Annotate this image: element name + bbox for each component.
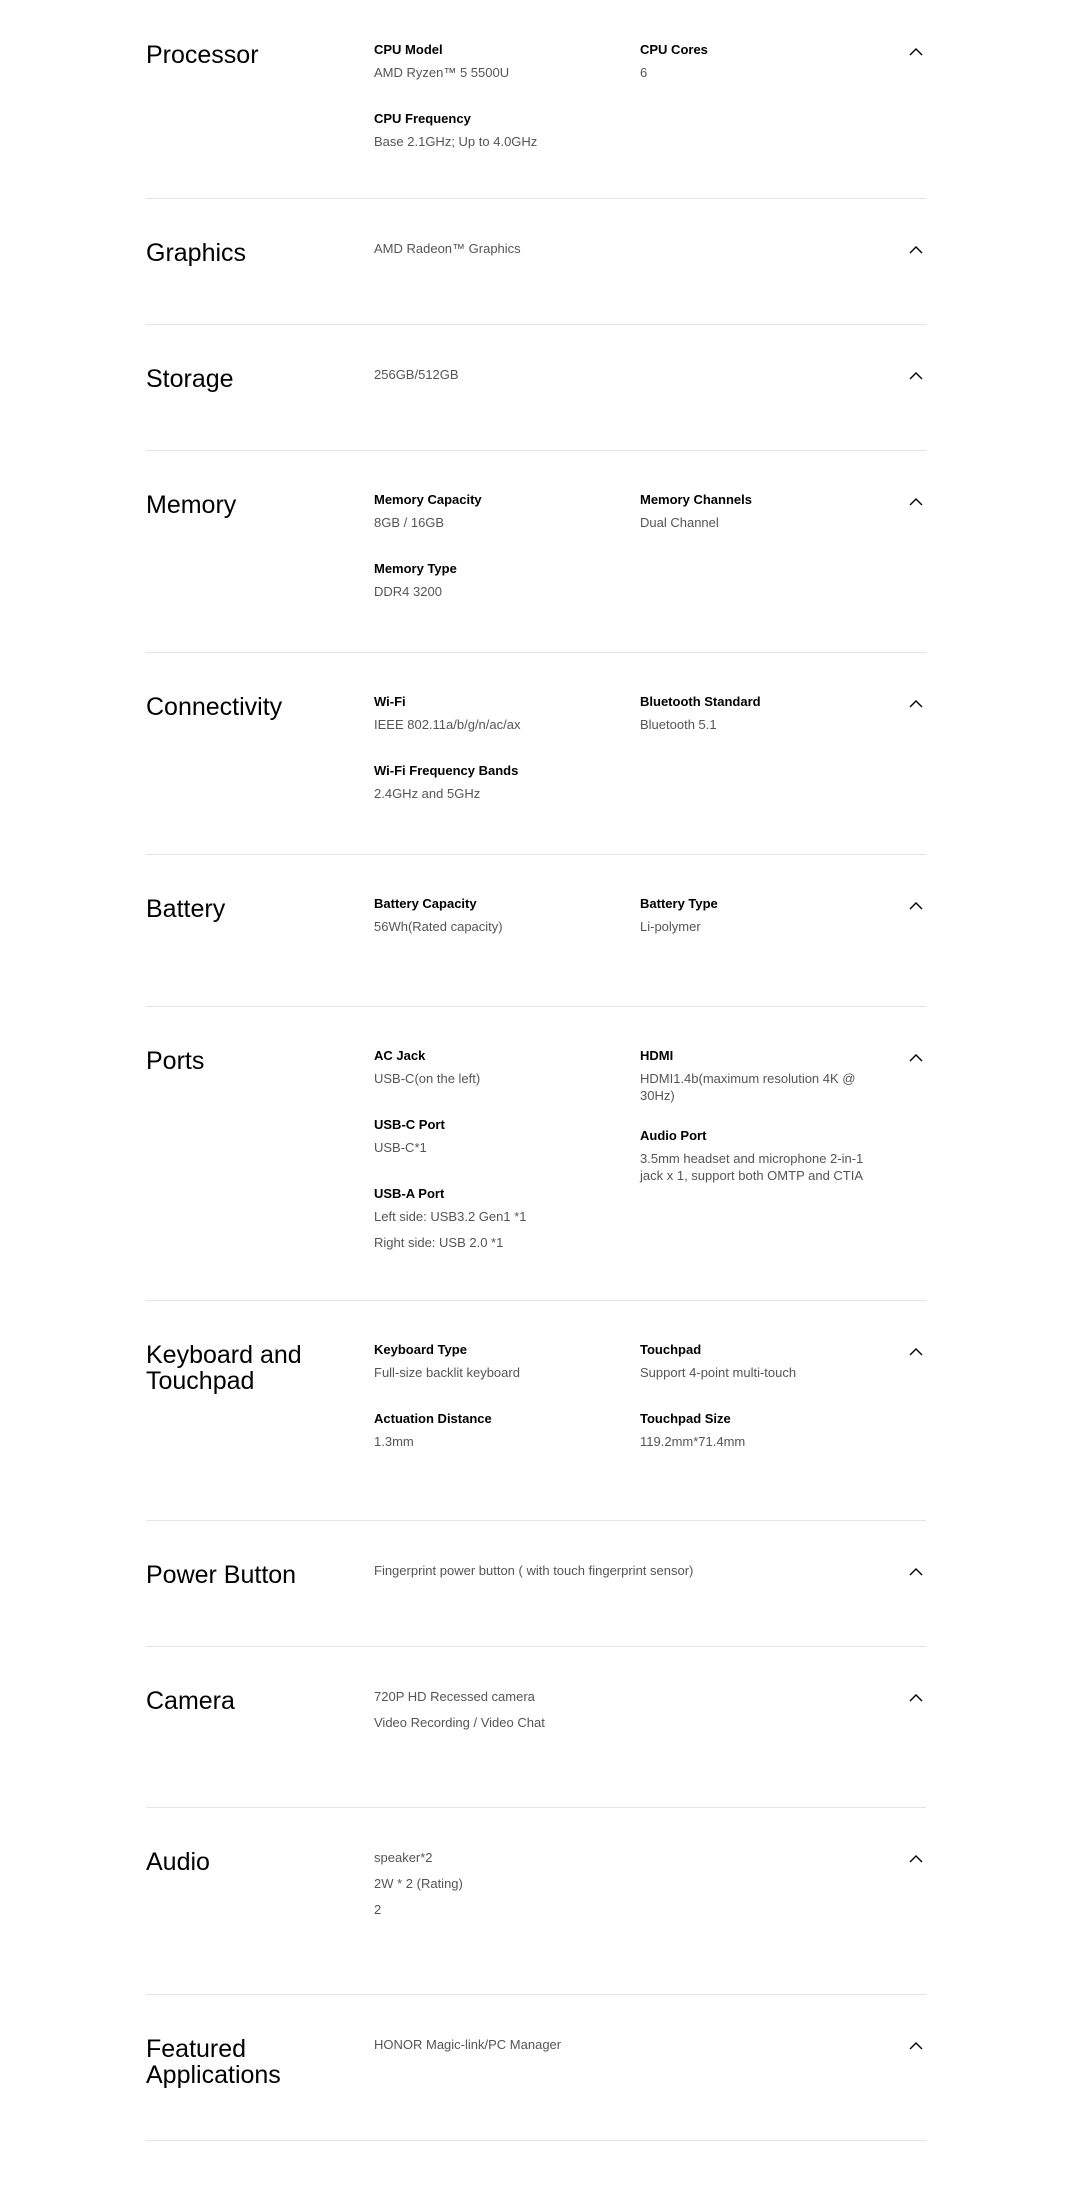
spec-item: [374, 1117, 624, 1156]
spec-value: USB-C*1: [374, 1140, 427, 1155]
collapse-toggle-button[interactable]: [906, 1342, 926, 1362]
spec-label: CPU Frequency: [374, 111, 471, 126]
chevron-up-icon: [906, 694, 926, 714]
section-title: Power Button: [146, 1561, 297, 1589]
spec-label: Keyboard Type: [374, 1342, 467, 1357]
spec-column: [374, 2036, 854, 2053]
spec-item: [374, 1411, 624, 1450]
spec-value: HONOR Magic-link/PC Manager: [374, 2037, 562, 2052]
section-power-button: [146, 1520, 926, 1647]
spec-item: [374, 492, 624, 531]
spec-item: [640, 1048, 870, 1104]
section-title: Keyboard and Touchpad: [146, 1341, 302, 1395]
spec-column: [374, 896, 624, 935]
spec-column: [640, 694, 870, 733]
chevron-up-icon: [906, 366, 926, 386]
section-featured-applications: [146, 1994, 926, 2141]
spec-value: Bluetooth 5.1: [640, 717, 717, 732]
collapse-toggle-button[interactable]: [906, 896, 926, 916]
spec-value: Video Recording / Video Chat: [374, 1715, 545, 1730]
spec-label: CPU Model: [374, 42, 443, 57]
spec-value: 3.5mm headset and microphone 2-in-1 jack x 1, support both OMTP and CTIA: [640, 1151, 864, 1183]
spec-item: [374, 763, 624, 802]
spec-value: AMD Ryzen™ 5 5500U: [374, 65, 510, 80]
collapse-toggle-button[interactable]: [906, 1849, 926, 1869]
spec-column: [374, 1048, 624, 1251]
spec-item: [374, 561, 624, 600]
collapse-toggle-button[interactable]: [906, 366, 926, 386]
spec-label: Memory Capacity: [374, 492, 482, 507]
collapse-toggle-button[interactable]: [906, 42, 926, 62]
spec-item: [374, 694, 624, 733]
spec-item: [374, 111, 624, 150]
spec-value: USB-C(on the left): [374, 1071, 481, 1086]
spec-item: [374, 1342, 624, 1381]
section-title: Featured Applications: [146, 2035, 281, 2089]
spec-item: [640, 492, 870, 531]
spec-value: Full-size backlit keyboard: [374, 1365, 520, 1380]
chevron-up-icon: [906, 1849, 926, 1869]
spec-value: 119.2mm*71.4mm: [640, 1434, 746, 1449]
spec-column: [374, 1849, 854, 1918]
section-title: Processor: [146, 41, 259, 69]
section-audio: [146, 1807, 926, 1995]
chevron-up-icon: [906, 1562, 926, 1582]
section-title: Battery: [146, 895, 226, 923]
spec-value: 720P HD Recessed camera: [374, 1689, 535, 1704]
section-title: Graphics: [146, 239, 247, 267]
section-title: Connectivity: [146, 693, 283, 721]
spec-value: 8GB / 16GB: [374, 515, 445, 530]
spec-value: Base 2.1GHz; Up to 4.0GHz: [374, 134, 538, 149]
section-connectivity: [146, 652, 926, 855]
chevron-up-icon: [906, 1688, 926, 1708]
spec-column: [374, 1562, 854, 1579]
section-storage: [146, 324, 926, 451]
section-graphics: [146, 198, 926, 325]
section-memory: [146, 450, 926, 653]
spec-column: [640, 1048, 870, 1184]
chevron-up-icon: [906, 492, 926, 512]
spec-label: USB-A Port: [374, 1186, 445, 1201]
spec-value: 1.3mm: [374, 1434, 414, 1449]
spec-item: [640, 1411, 870, 1450]
spec-value: Left side: USB3.2 Gen1 *1: [374, 1209, 527, 1224]
spec-value: Li-polymer: [640, 919, 701, 934]
spec-column: [374, 42, 624, 150]
collapse-toggle-button[interactable]: [906, 1688, 926, 1708]
section-ports: [146, 1006, 926, 1301]
spec-label: Battery Capacity: [374, 896, 477, 911]
spec-value: 2: [374, 1902, 382, 1917]
spec-column: [374, 1688, 854, 1731]
section-keyboard-touchpad: [146, 1300, 926, 1521]
chevron-up-icon: [906, 896, 926, 916]
spec-label: Wi-Fi: [374, 694, 406, 709]
spec-item: [374, 1048, 624, 1087]
collapse-toggle-button[interactable]: [906, 492, 926, 512]
spec-label: Bluetooth Standard: [640, 694, 761, 709]
spec-item: [640, 42, 870, 81]
spec-label: Audio Port: [640, 1128, 707, 1143]
spec-value: Fingerprint power button ( with touch fingerprint sensor): [374, 1563, 694, 1578]
spec-label: Touchpad: [640, 1342, 702, 1357]
spec-value: HDMI1.4b(maximum resolution 4K @ 30Hz): [640, 1071, 856, 1103]
spec-column: [374, 694, 624, 802]
section-title: Camera: [146, 1687, 235, 1715]
chevron-up-icon: [906, 1342, 926, 1362]
spec-label: Memory Type: [374, 561, 457, 576]
spec-column: [640, 1342, 870, 1450]
spec-value: Dual Channel: [640, 515, 719, 530]
spec-column: [640, 492, 870, 531]
spec-column: [374, 240, 854, 257]
spec-label: Actuation Distance: [374, 1411, 492, 1426]
spec-value: Support 4-point multi-touch: [640, 1365, 797, 1380]
collapse-toggle-button[interactable]: [906, 1562, 926, 1582]
section-camera: [146, 1646, 926, 1808]
collapse-toggle-button[interactable]: [906, 694, 926, 714]
spec-label: Wi-Fi Frequency Bands: [374, 763, 519, 778]
spec-value: 6: [640, 65, 648, 80]
spec-value: 56Wh(Rated capacity): [374, 919, 503, 934]
spec-label: Battery Type: [640, 896, 718, 911]
spec-label: AC Jack: [374, 1048, 426, 1063]
section-title: Audio: [146, 1848, 210, 1876]
spec-label: CPU Cores: [640, 42, 708, 57]
spec-item: [640, 1128, 870, 1184]
spec-value: IEEE 802.11a/b/g/n/ac/ax: [374, 717, 521, 732]
section-battery: [146, 854, 926, 1007]
spec-value: speaker*2: [374, 1850, 433, 1865]
chevron-up-icon: [906, 42, 926, 62]
spec-value: AMD Radeon™ Graphics: [374, 241, 521, 256]
spec-label: USB-C Port: [374, 1117, 445, 1132]
chevron-up-icon: [906, 2036, 926, 2056]
spec-column: [640, 896, 870, 935]
spec-value: 2.4GHz and 5GHz: [374, 786, 481, 801]
spec-column: [374, 492, 624, 600]
spec-item: [374, 42, 624, 81]
spec-column: [374, 1342, 624, 1450]
spec-label: Memory Channels: [640, 492, 752, 507]
spec-item: [640, 1342, 870, 1381]
spec-value: Right side: USB 2.0 *1: [374, 1235, 504, 1250]
collapse-toggle-button[interactable]: [906, 240, 926, 260]
spec-value: 2W * 2 (Rating): [374, 1876, 463, 1891]
spec-label: Touchpad Size: [640, 1411, 731, 1426]
spec-item: [374, 896, 624, 935]
spec-item: [640, 896, 870, 935]
spec-column: [374, 366, 854, 383]
spec-value: DDR4 3200: [374, 584, 442, 599]
spec-label: HDMI: [640, 1048, 674, 1063]
chevron-up-icon: [906, 1048, 926, 1068]
chevron-up-icon: [906, 240, 926, 260]
spec-item: [374, 1186, 624, 1251]
section-title: Storage: [146, 365, 234, 393]
section-title: Ports: [146, 1047, 205, 1075]
spec-item: [640, 694, 870, 733]
section-processor: [146, 0, 926, 199]
section-title: Memory: [146, 491, 237, 519]
spec-value: 256GB/512GB: [374, 367, 459, 382]
spec-column: [640, 42, 870, 81]
collapse-toggle-button[interactable]: [906, 1048, 926, 1068]
collapse-toggle-button[interactable]: [906, 2036, 926, 2056]
